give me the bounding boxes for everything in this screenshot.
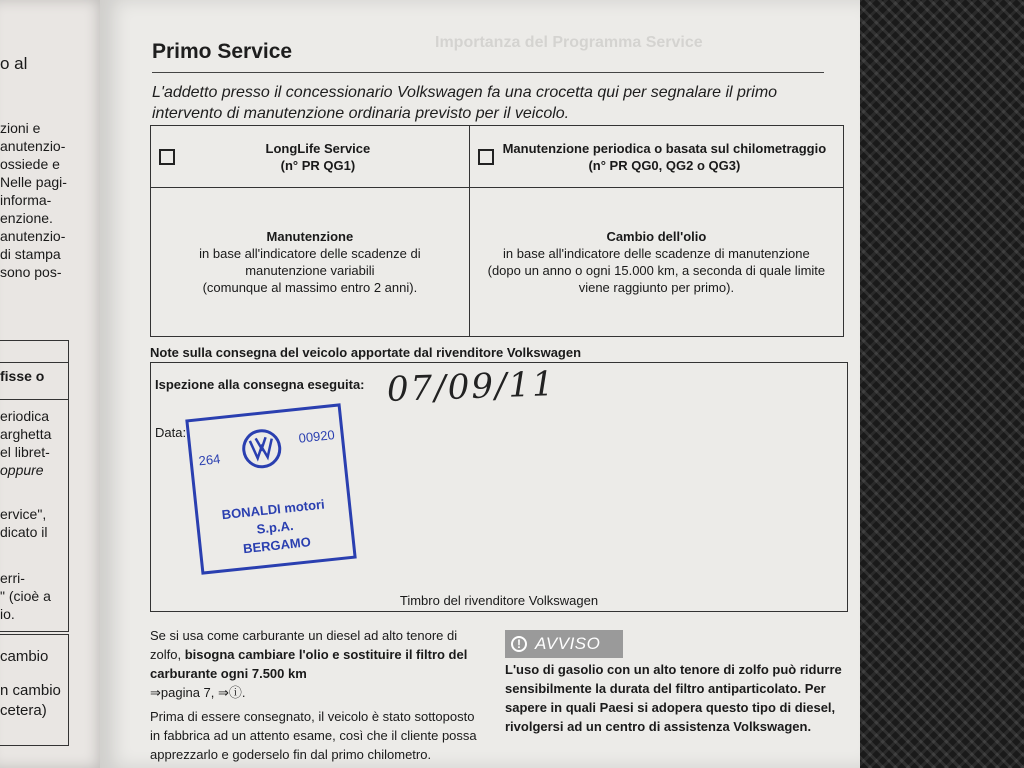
left-page-fragment: informa- xyxy=(0,192,52,208)
vw-logo-icon xyxy=(240,427,284,471)
diesel-text: Se si usa come carburante un diesel ad alto tenore di zolfo, xyxy=(150,628,458,662)
dealer-stamp xyxy=(185,403,356,574)
periodic-header-cell xyxy=(469,126,843,188)
inspection-label: Ispezione alla consegna eseguita: xyxy=(155,377,365,392)
left-page-fragment: arghetta xyxy=(0,426,52,442)
left-page-fragment: cetera) xyxy=(0,702,47,719)
delivery-notes-title: Note sulla consegna del veicolo apportate dal rivenditore Volkswagen xyxy=(150,345,582,360)
delivery-paragraph: Prima di essere consegnato, il veicolo è stato sottoposto in fabbrica ad un attento esame, così che il cliente possa apprezzarlo e goderselo fin dal primo chilometro. xyxy=(150,709,477,762)
longlife-code: (n° PR QG1) xyxy=(280,157,356,173)
left-page-fragment: sono pos- xyxy=(0,264,62,280)
diesel-text-bold: bisogna cambiare l'olio e sostituire il filtro del carburante ogni 7.500 km xyxy=(150,647,468,681)
show-through-heading: Importanza del Programma Service xyxy=(435,34,703,51)
left-page-fragment: Nelle pagi- xyxy=(0,174,67,190)
left-page-fragment: ervice", xyxy=(0,506,47,522)
diesel-paragraph xyxy=(150,626,480,702)
warning-label: AVVISO xyxy=(535,634,601,653)
date-label: Data: xyxy=(155,425,187,440)
car-seat-fabric xyxy=(856,0,1024,768)
periodic-body-title: Cambio dell'olio xyxy=(606,229,707,244)
left-page-fragment: oppure xyxy=(0,462,44,478)
delivery-notes-box xyxy=(150,362,848,612)
left-page-fragment: fisse o xyxy=(0,368,45,384)
left-page-fragment: erri- xyxy=(0,570,25,586)
stamp-caption: Timbro del rivenditore Volkswagen xyxy=(399,593,599,608)
periodic-code: (n° PR QG0, QG2 o QG3) xyxy=(588,157,741,173)
longlife-header-cell xyxy=(151,126,470,188)
page-reference-link[interactable]: ⇒pagina 7, ⇒ⓘ. xyxy=(150,685,246,700)
left-page-fragment: n cambio xyxy=(0,682,61,699)
left-page-fragment: dicato il xyxy=(0,524,48,540)
left-page-fragment: anutenzio- xyxy=(0,228,66,244)
longlife-body-cell xyxy=(151,188,470,337)
stamp-line-2: S.p.A. xyxy=(255,517,295,537)
left-page-fragment: eriodica xyxy=(0,408,50,424)
service-table xyxy=(150,125,844,337)
left-page-fragment: el libret- xyxy=(0,444,50,460)
longlife-body-text: in base all'indicatore delle scadenze di manutenzione variabili xyxy=(199,246,421,278)
left-page-fragment: cambio xyxy=(0,648,49,665)
longlife-checkbox[interactable] xyxy=(159,149,175,165)
left-page-fragment: zioni e xyxy=(0,120,41,136)
left-page-fragment: io. xyxy=(0,606,15,622)
left-page-fragment: " (cioè a xyxy=(0,588,51,604)
periodic-title: Manutenzione periodica o basata sul chilometraggio xyxy=(502,140,827,156)
periodic-checkbox[interactable] xyxy=(478,149,494,165)
periodic-body-extra: (dopo un anno o ogni 15.000 km, a seconda di quale limite viene raggiunto per primo). xyxy=(487,263,826,295)
longlife-title: LongLife Service xyxy=(265,140,371,156)
handwritten-date: 07/09/11 xyxy=(386,364,557,410)
manual-page xyxy=(100,0,860,768)
title-divider xyxy=(152,72,824,73)
exclamation-icon: ! xyxy=(511,636,527,652)
left-page-fragment: anutenzio- xyxy=(0,138,66,154)
longlife-body-title: Manutenzione xyxy=(266,229,354,244)
intro-text: L'addetto presso il concessionario Volkswagen fa una crocetta qui per segnalare il primo intervento di manutenzione ordinaria previsto per il veicolo. xyxy=(152,84,778,122)
periodic-body-cell xyxy=(469,188,843,337)
stamp-left-number: 264 xyxy=(197,451,222,469)
left-page xyxy=(0,0,108,768)
page-title: Primo Service xyxy=(152,40,293,63)
periodic-body-text: in base all'indicatore delle scadenze di manutenzione xyxy=(503,246,810,261)
warning-badge xyxy=(505,630,623,658)
stamp-line-1: BONALDI motori xyxy=(221,496,326,523)
longlife-body-extra: (comunque al massimo entro 2 anni). xyxy=(202,280,418,295)
left-page-fragment: o al xyxy=(0,54,28,73)
left-page-fragment: ossiede e xyxy=(0,156,60,172)
stamp-right-number: 00920 xyxy=(297,427,336,446)
stamp-line-3: BERGAMO xyxy=(242,534,312,557)
left-page-fragment: enzione. xyxy=(0,210,53,226)
warning-text: L'uso di gasolio con un alto tenore di zolfo può ridurre sensibilmente la durata del filtro antiparticolato. Per sapere in quali Paesi si adopera questo tipo di diesel, rivolgersi ad un centro di assistenza Volkswagen. xyxy=(505,662,842,734)
left-page-fragment: di stampa xyxy=(0,246,61,262)
